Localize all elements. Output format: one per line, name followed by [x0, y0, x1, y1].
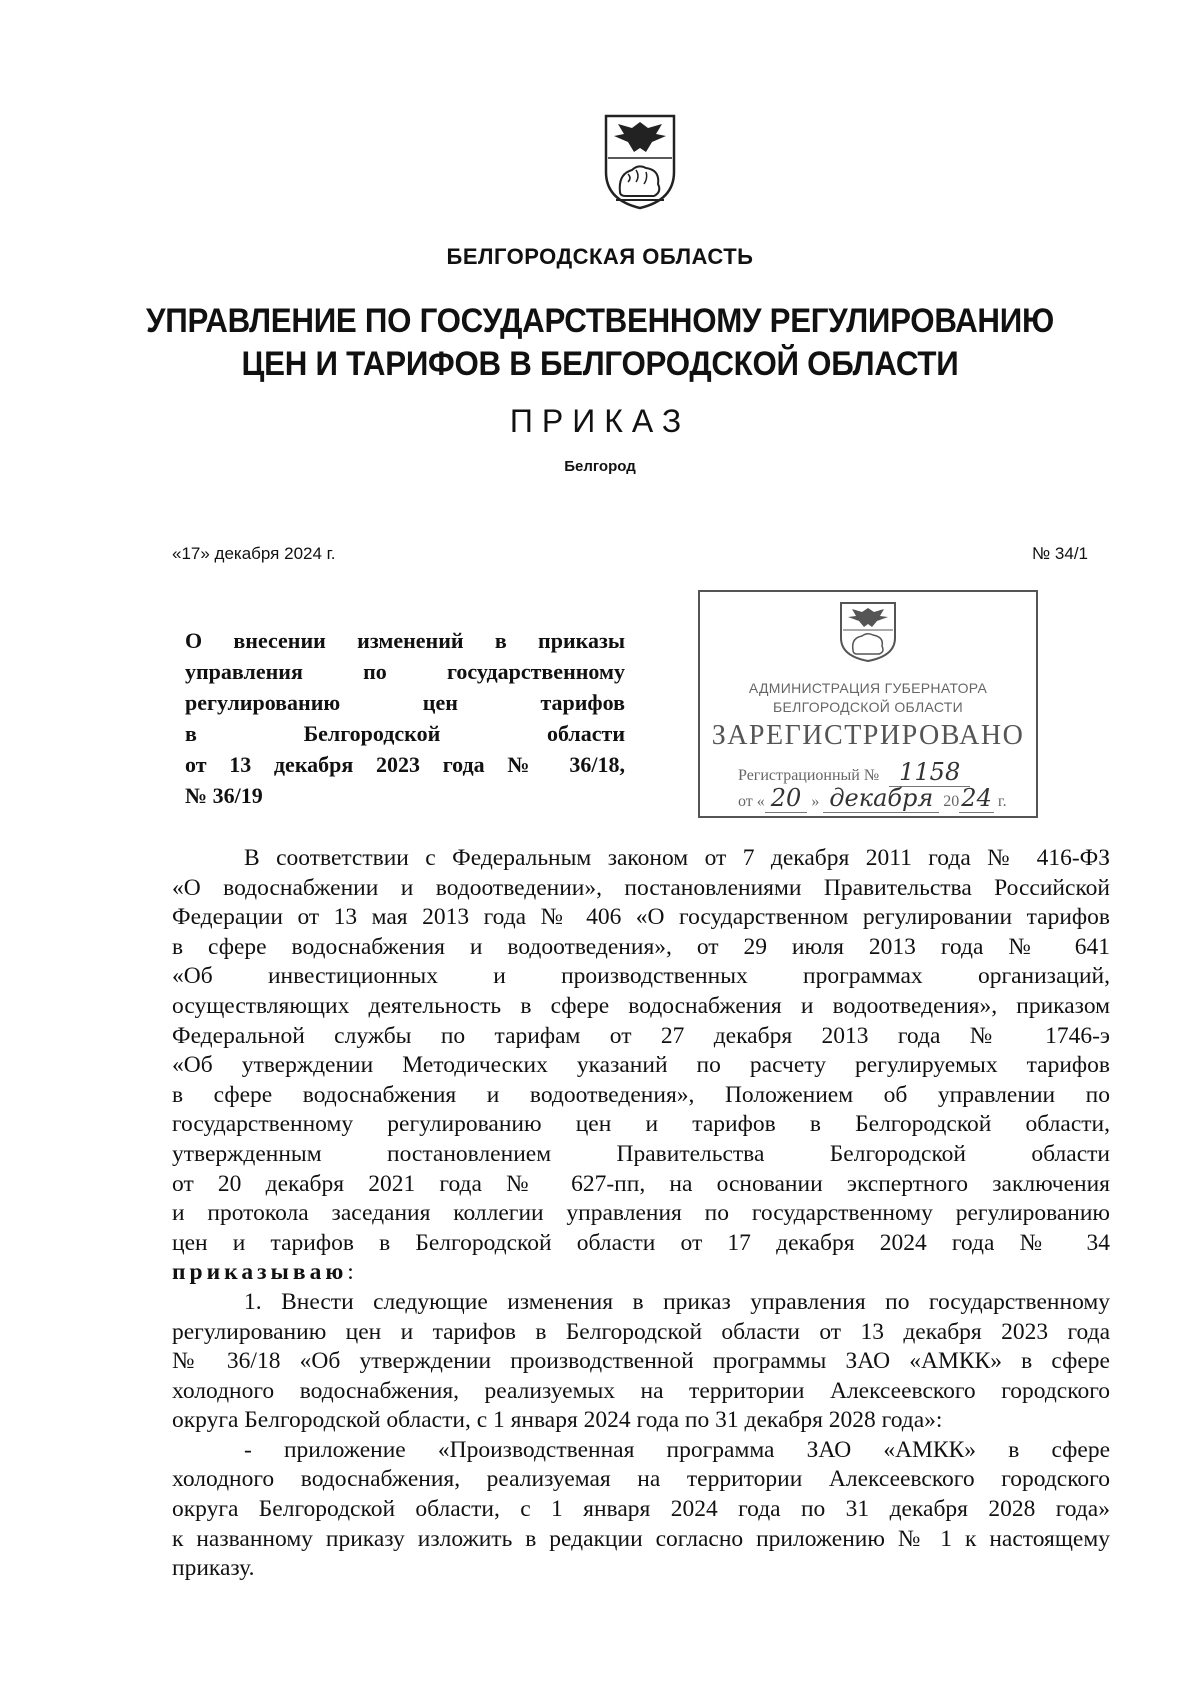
city-name: Белгород [564, 458, 636, 475]
stamp-org-line1: АДМИНИСТРАЦИЯ ГУБЕРНАТОРА [748, 680, 988, 696]
subject-line: № 36/19 [185, 783, 263, 808]
body-line: цен и тарифов в Белгородской области от 17 декабря 2024 года № 34 [172, 1229, 1110, 1256]
subject-line: управления по государственному [185, 659, 625, 684]
item1-line: холодного водоснабжения, реализуемых на территории Алексеевского городского [172, 1377, 1110, 1404]
sub1-line: приказу. [172, 1555, 255, 1582]
organization-title-line2: ЦЕН И ТАРИФОВ В БЕЛГОРОДСКОЙ ОБЛАСТИ [241, 345, 959, 383]
region-title: БЕЛГОРОДСКАЯ ОБЛАСТЬ [446, 244, 754, 269]
order-word-line [172, 1258, 1110, 1288]
coat-of-arms-icon [602, 112, 678, 212]
sub1-line: - приложение «Производственная программа ЗАО «АМКК» в сфере [244, 1436, 1110, 1463]
stamp-year-suffix: 24 [961, 784, 992, 812]
subject-line: О внесении изменений в приказы [185, 628, 625, 653]
body-line: «Об инвестиционных и производственных программах организаций, [172, 963, 1110, 990]
stamp-month: декабря [823, 784, 939, 813]
body-line: Федерации от 13 мая 2013 года № 406 «О государственном регулировании тарифов [172, 904, 1110, 931]
stamp-day: 20 [765, 784, 808, 813]
item1-line: № 36/18 «Об утверждении производственной программы ЗАО «АМКК» в сфере [172, 1348, 1110, 1375]
item1-line: 1. Внести следующие изменения в приказ управления по государственному [244, 1288, 1110, 1315]
body-line: в сфере водоснабжения и водоотведения», от 29 июля 2013 года № 641 [172, 933, 1110, 960]
document-number: № 34/1 [1031, 544, 1088, 563]
document-body [172, 844, 1110, 1584]
body-line: в сфере водоснабжения и водоотведения», Положением об управлении по [172, 1081, 1110, 1108]
stamp-coat-of-arms-icon [837, 600, 899, 664]
stamp-registration-line [738, 758, 970, 786]
subject-line: от 13 декабря 2023 года № 36/18, [185, 752, 625, 777]
stamp-date-mid: » [811, 793, 820, 810]
body-line: «О водоснабжении и водоотведении», постановлениями Правительства Российской [172, 874, 1110, 901]
body-line: утвержденным постановлением Правительства Белгородской области [172, 1140, 1110, 1167]
body-line: В соответствии с Федеральным законом от 7 декабря 2011 года № 416-ФЗ [244, 845, 1110, 871]
body-line: государственному регулированию цен и тарифов в Белгородской области, [172, 1111, 1110, 1138]
stamp-date-line [738, 784, 1007, 812]
stamp-year-end: г. [997, 793, 1007, 810]
order-word: приказываю [172, 1259, 348, 1286]
stamp-date-prefix: от « [738, 793, 765, 810]
stamp-org-line2: БЕЛГОРОДСКОЙ ОБЛАСТИ [773, 699, 963, 715]
item1-line: округа Белгородской области, с 1 января 2024 года по 31 декабря 2028 года»: [172, 1407, 943, 1434]
document-date: «17» декабря 2024 г. [172, 544, 336, 563]
stamp-reg-label: Регистрационный № [738, 767, 880, 784]
order-colon: : [347, 1259, 354, 1286]
stamp-year-prefix: 20 [943, 793, 960, 810]
document-type: ПРИКАЗ [509, 403, 691, 439]
sub1-line: к названному приказу изложить в редакции согласно приложению № 1 к настоящему [172, 1525, 1110, 1552]
body-line: осуществляющих деятельность в сфере водоснабжения и водоотведения», приказом [172, 992, 1110, 1019]
document-subject [185, 625, 625, 811]
item1-line: регулированию цен и тарифов в Белгородской области от 13 декабря 2023 года [172, 1318, 1110, 1345]
sub1-line: округа Белгородской области, с 1 января 2024 года по 31 декабря 2028 года» [172, 1496, 1110, 1523]
subject-line: в Белгородской области [185, 721, 625, 746]
body-line: Федеральной службы по тарифам от 27 декабря 2013 года № 1746-э [172, 1022, 1110, 1049]
sub1-line: холодного водоснабжения, реализуемая на территории Алексеевского городского [172, 1466, 1110, 1493]
stamp-reg-number: 1158 [889, 758, 970, 787]
organization-title-line1: УПРАВЛЕНИЕ ПО ГОСУДАРСТВЕННОМУ РЕГУЛИРОВАНИЮ [146, 302, 1054, 340]
body-line: «Об утверждении Методических указаний по расчету регулируемых тарифов [172, 1052, 1110, 1079]
stamp-status: ЗАРЕГИСТРИРОВАНО [711, 720, 1025, 751]
registration-stamp [698, 590, 1038, 818]
subject-line: регулированию цен тарифов [185, 690, 625, 715]
body-line: и протокола заседания коллегии управления по государственному регулированию [172, 1200, 1110, 1227]
body-line: от 20 декабря 2021 года № 627-пп, на основании экспертного заключения [172, 1170, 1110, 1197]
